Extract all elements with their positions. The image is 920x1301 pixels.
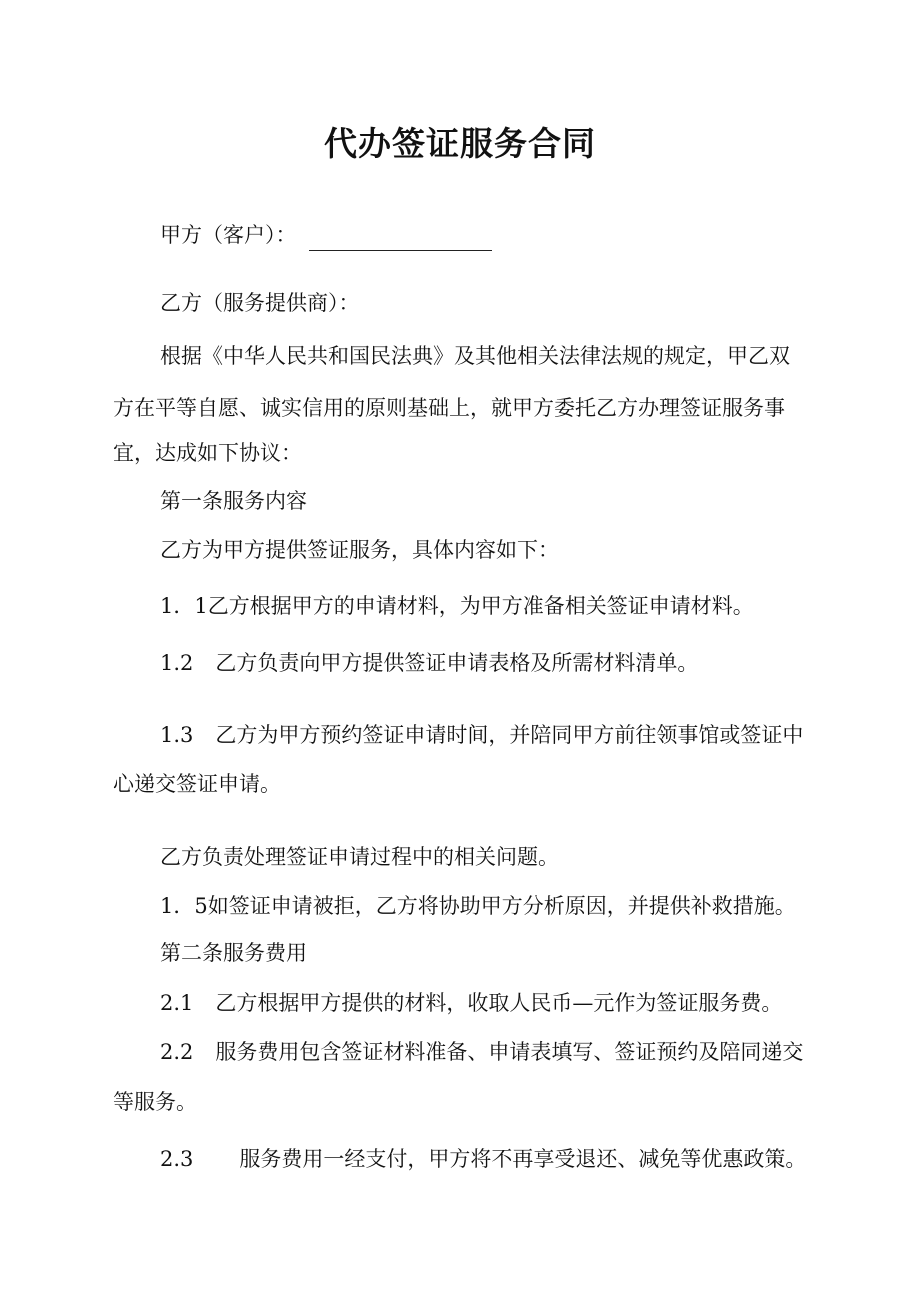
clause-1-3-line-2: 心递交签证申请。	[113, 772, 281, 796]
party-a-label: 甲方（客户）：	[160, 223, 297, 247]
clause-2-2-line-2: 等服务。	[113, 1090, 197, 1114]
clause-1-5: 1．5如签证申请被拒，乙方将协助甲方分析原因，并提供补救措施。	[160, 894, 796, 918]
clause-1-1: 1．1乙方根据甲方的申请材料，为甲方准备相关签证申请材料。	[160, 594, 754, 618]
clause-1-2-number: 1.2	[160, 651, 194, 675]
party-a-blank	[309, 228, 492, 251]
clause-2-1-number: 2.1	[160, 991, 194, 1015]
clause-2-1	[160, 987, 782, 1019]
article1-heading: 第一条服务内容	[160, 489, 307, 513]
contract-title: 代办签证服务合同	[324, 124, 596, 163]
clause-1-3-line-1	[160, 719, 803, 751]
clause-2-2-text: 服务费用包含签证材料准备、申请表填写、签证预约及陪同递交	[215, 1040, 804, 1064]
preamble-line-2: 方在平等自愿、诚实信用的原则基础上，就甲方委托乙方办理签证服务事	[113, 396, 785, 420]
clause-2-3	[160, 1143, 806, 1175]
preamble-line-3: 宜，达成如下协议：	[113, 441, 302, 465]
clause-1-2-text: 乙方负责向甲方提供签证申请表格及所需材料清单。	[215, 651, 699, 675]
preamble-line-1: 根据《中华人民共和国民法典》及其他相关法律法规的规定，甲乙双	[160, 344, 790, 368]
clause-1-2	[160, 647, 698, 679]
clause-2-3-text: 服务费用一经支付，甲方将不再享受退还、减免等优惠政策。	[239, 1147, 807, 1171]
clause-1-3-number: 1.3	[160, 723, 194, 747]
clause-2-2-line-1	[160, 1036, 803, 1068]
article2-heading: 第二条服务费用	[160, 941, 307, 965]
clause-1-3-text: 乙方为甲方预约签证申请时间，并陪同甲方前往领事馆或签证中	[215, 723, 804, 747]
clause-2-2-number: 2.2	[160, 1040, 194, 1064]
clause-1-4: 乙方负责处理签证申请过程中的相关问题。	[160, 845, 559, 869]
party-b-label: 乙方（服务提供商）：	[160, 291, 360, 315]
party-a-line	[160, 219, 492, 251]
article1-intro: 乙方为甲方提供签证服务，具体内容如下：	[160, 538, 559, 562]
clause-2-3-number: 2.3	[160, 1147, 194, 1171]
clause-2-1-text: 乙方根据甲方提供的材料，收取人民币—元作为签证服务费。	[215, 991, 783, 1015]
